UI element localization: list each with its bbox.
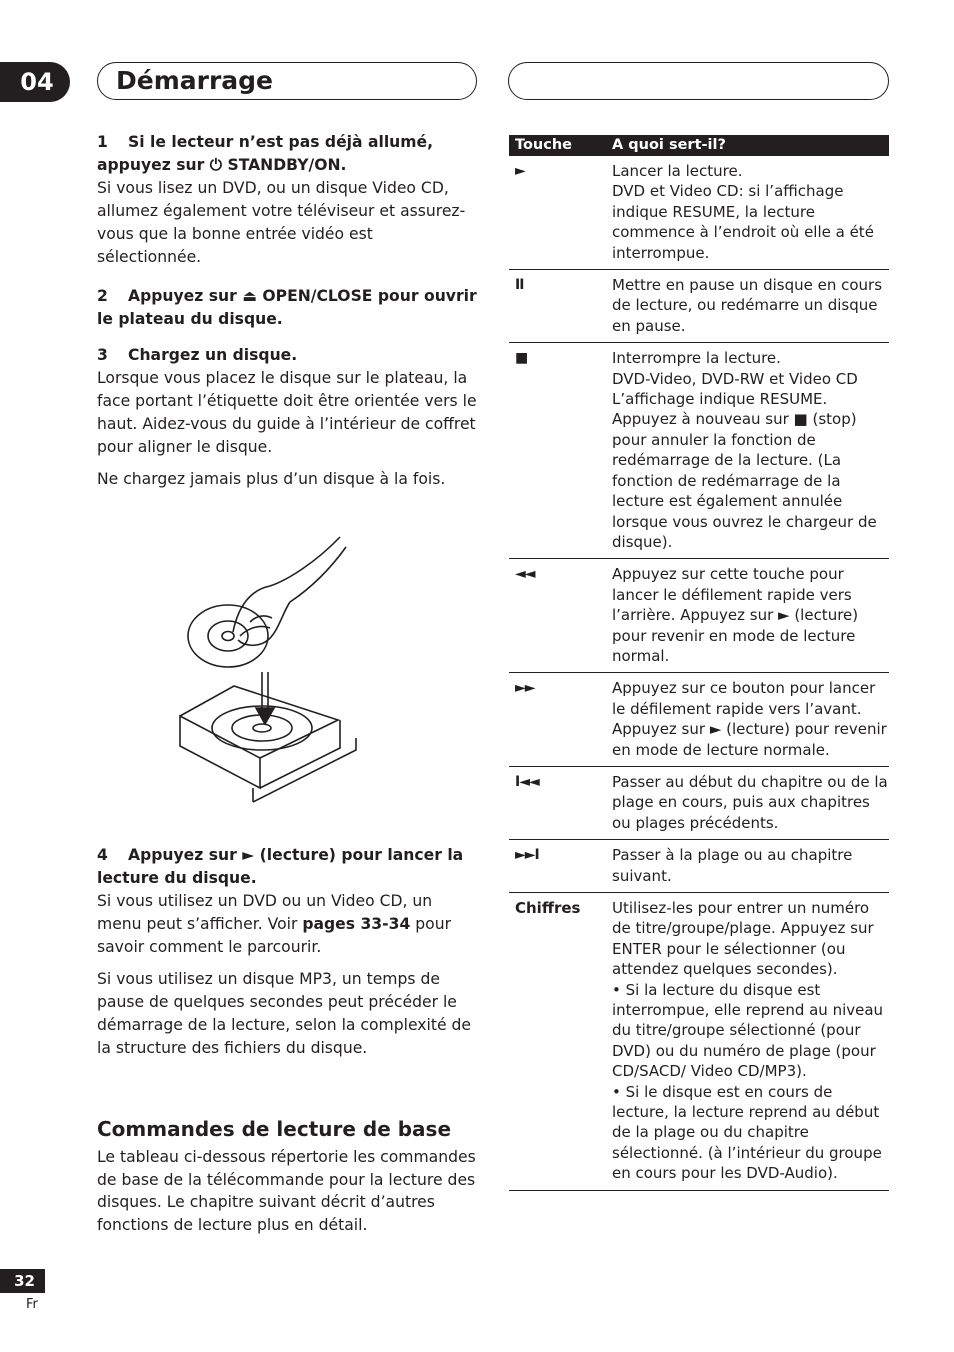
- row-description: Interrompre la lecture. DVD-Video, DVD-RW et Video CD L’affichage indique RESUME. Appuyez à nouveau sur ■ (stop) pour annuler la fonction de redémarrage de la lecture. (La fonction de redémarrage de la lecture est également annulée lorsque vous ouvrez le chargeur de disque).: [612, 349, 877, 551]
- row-description: Utilisez-les pour entrer un numéro de titre/groupe/plage. Appuyez sur ENTER pour le sélectionner (ou attendez quelques secondes). • Si la lecture du disque est interrompue, elle reprend au niveau du titre/groupe sélectionné (pour DVD) ou du numéro de plage (pour CD/SACD/ Video CD/MP3). • Si le disque est en cours de lecture, la lecture reprend au début de la plage ou du chapitre sélectionné. (à l’intérieur du groupe en cours pour les DVD-Audio).: [612, 899, 884, 1183]
- table-row: [509, 673, 889, 767]
- step-4-heading: 4 Appuyez sur ► (lecture) pour lancer la lecture du disque.: [97, 846, 464, 887]
- steps-column: [97, 131, 477, 491]
- number-keys-label: Chiffres: [515, 899, 581, 917]
- section-title: Commandes de lecture de base: [97, 1117, 452, 1141]
- stop-symbol: ■: [515, 350, 528, 367]
- step-1-heading: 1 Si le lecteur n’est pas déjà allumé, appuyez sur ⏻ STANDBY/ON.: [97, 133, 434, 174]
- table-row: [509, 840, 889, 893]
- section-body: Le tableau ci-dessous répertorie les commandes de base de la télécommande pour la lecture des disques. Le chapitre suivant décrit d’autres fonctions de lecture plus en détail.: [97, 1148, 476, 1235]
- step-1-body: Si vous lisez un DVD, ou un disque Video CD, allumez également votre téléviseur et assurez-vous que la bonne entrée vidéo est sélectionnée.: [97, 179, 466, 266]
- row-description: Mettre en pause un disque en cours de lecture, ou redémarre un disque en pause.: [612, 276, 883, 335]
- table-row: [509, 767, 889, 840]
- row-description: Passer à la plage ou au chapitre suivant.: [612, 846, 853, 885]
- chapter-number-badge: 04: [0, 62, 70, 102]
- step-4-body: Si vous utilisez un DVD ou un Video CD, un menu peut s’afficher. Voir pages 33-34 pour savoir comment le parcourir.: [97, 892, 452, 956]
- table-row: [509, 343, 889, 559]
- play-symbol: ►: [515, 163, 525, 179]
- row-description: Appuyez sur ce bouton pour lancer le défilement rapide vers l’avant. Appuyez sur ► (lecture) pour revenir en mode de lecture normale.: [612, 679, 887, 759]
- pause-symbol: II: [515, 277, 524, 294]
- column-header-key: Touche: [515, 137, 573, 153]
- chapter-header: [97, 62, 477, 100]
- table-header: [509, 135, 889, 156]
- table-row: [509, 270, 889, 343]
- row-description: Appuyez sur cette touche pour lancer le défilement rapide vers l’arrière. Appuyez sur ► (lecture) pour revenir en mode de lecture normal.: [612, 565, 859, 665]
- next-symbol: ►►I: [515, 847, 539, 864]
- step-4: [97, 844, 477, 1060]
- previous-symbol: I◄◄: [515, 773, 539, 790]
- table-row: [509, 893, 889, 1191]
- step-2-heading: 2 Appuyez sur ⏏ OPEN/CLOSE pour ouvrir le plateau du disque.: [97, 287, 477, 328]
- pages-reference: pages 33-34: [302, 915, 411, 933]
- row-description: Passer au début du chapitre ou de la plage en cours, puis aux chapitres ou plages précédents.: [612, 772, 888, 832]
- disc-loading-illustration: [178, 532, 358, 804]
- page-number: 32: [0, 1269, 45, 1293]
- table-row: [509, 559, 889, 673]
- step-4-note: Si vous utilisez un disque MP3, un temps de pause de quelques secondes peut précéder le démarrage de la lecture, selon la complexité de la structure des fichiers du disque.: [97, 970, 472, 1057]
- step-3-heading: 3 Chargez un disque.: [97, 346, 298, 364]
- page-language: Fr: [26, 1297, 38, 1312]
- controls-table: [509, 135, 889, 1191]
- step-3-body: Lorsque vous placez le disque sur le plateau, la face portant l’étiquette doit être orientée vers le haut. Aidez-vous du guide à l’intérieur de coffret pour aligner le disque.: [97, 369, 477, 456]
- row-description: Lancer la lecture. DVD et Video CD: si l’affichage indique RESUME, la lecture commence à l’endroit où elle a été interrompue.: [612, 162, 874, 262]
- step-3-note: Ne chargez jamais plus d’un disque à la fois.: [97, 470, 446, 488]
- table-row: [509, 156, 889, 270]
- header-box-empty: [508, 62, 889, 100]
- rewind-symbol: ◄◄: [515, 566, 535, 583]
- column-header-description: A quoi sert-il?: [612, 137, 726, 153]
- fast-forward-symbol: ►►: [515, 680, 535, 697]
- chapter-title: Démarrage: [116, 66, 274, 95]
